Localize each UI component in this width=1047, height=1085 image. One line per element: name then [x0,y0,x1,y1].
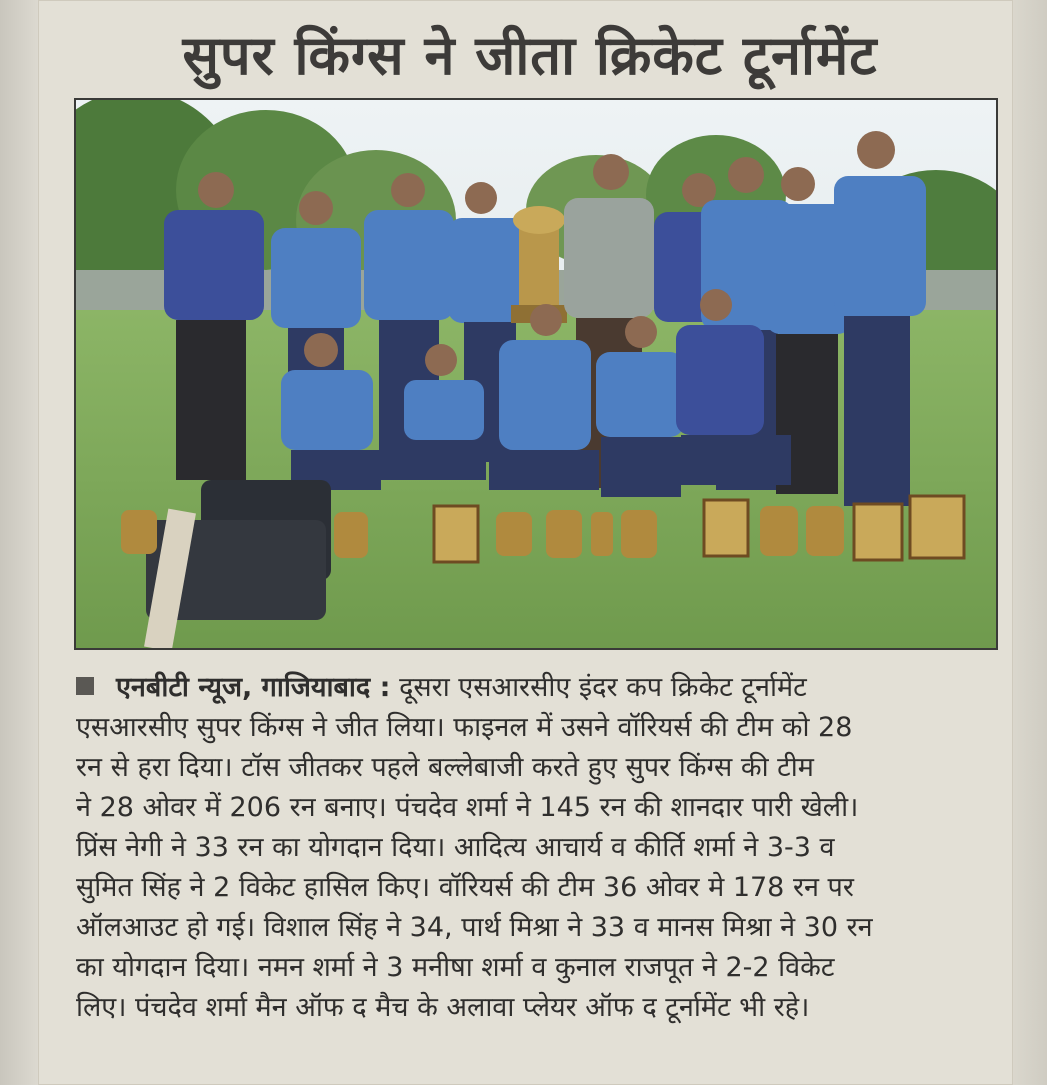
article-line: लिए। पंचदेव शर्मा मैन ऑफ द मैच के अलावा प्लेयर ऑफ द टूर्नामेंट भी रहे। [76,992,810,1023]
article-line: एसआरसीए सुपर किंग्स ने जीत लिया। फाइनल में उसने वॉरियर्स की टीम को 28 [76,712,853,743]
team-photo [74,98,998,650]
trophy-icon [511,206,567,323]
article-line: ने 28 ओवर में 206 रन बनाए। पंचदेव शर्मा ने 145 रन की शानदार पारी खेली। [76,792,859,823]
article-line: सुमित सिंह ने 2 विकेट हासिल किए। वॉरियर्स की टीम 36 ओवर मे 178 रन पर [76,872,854,903]
bullet-square-icon [76,677,94,695]
article-body [76,668,976,1028]
article-dateline: एनबीटी न्यूज, गाजियाबाद : [116,672,391,703]
article-line: ऑलआउट हो गई। विशाल सिंह ने 34, पार्थ मिश्रा ने 33 व मानस मिश्रा ने 30 रन [76,912,873,943]
article-line: प्रिंस नेगी ने 33 रन का योगदान दिया। आदित्य आचार्य व कीर्ति शर्मा ने 3-3 व [76,832,835,863]
article-line: रन से हरा दिया। टॉस जीतकर पहले बल्लेबाजी करते हुए सुपर किंग्स की टीम [76,752,814,783]
page-right-margin [1013,0,1047,1085]
page-left-margin [0,0,38,1085]
article-line-1 [76,668,976,708]
headline: सुपर किंग्स ने जीता क्रिकेट टूर्नामेंट [182,24,878,87]
article-line: का योगदान दिया। नमन शर्मा ने 3 मनीषा शर्मा व कुनाल राजपूत ने 2-2 विकेट [76,952,835,983]
article-text: दूसरा एसआरसीए इंदर कप क्रिकेट टूर्नामेंट [399,672,807,703]
team-photo-illustration [76,100,996,648]
